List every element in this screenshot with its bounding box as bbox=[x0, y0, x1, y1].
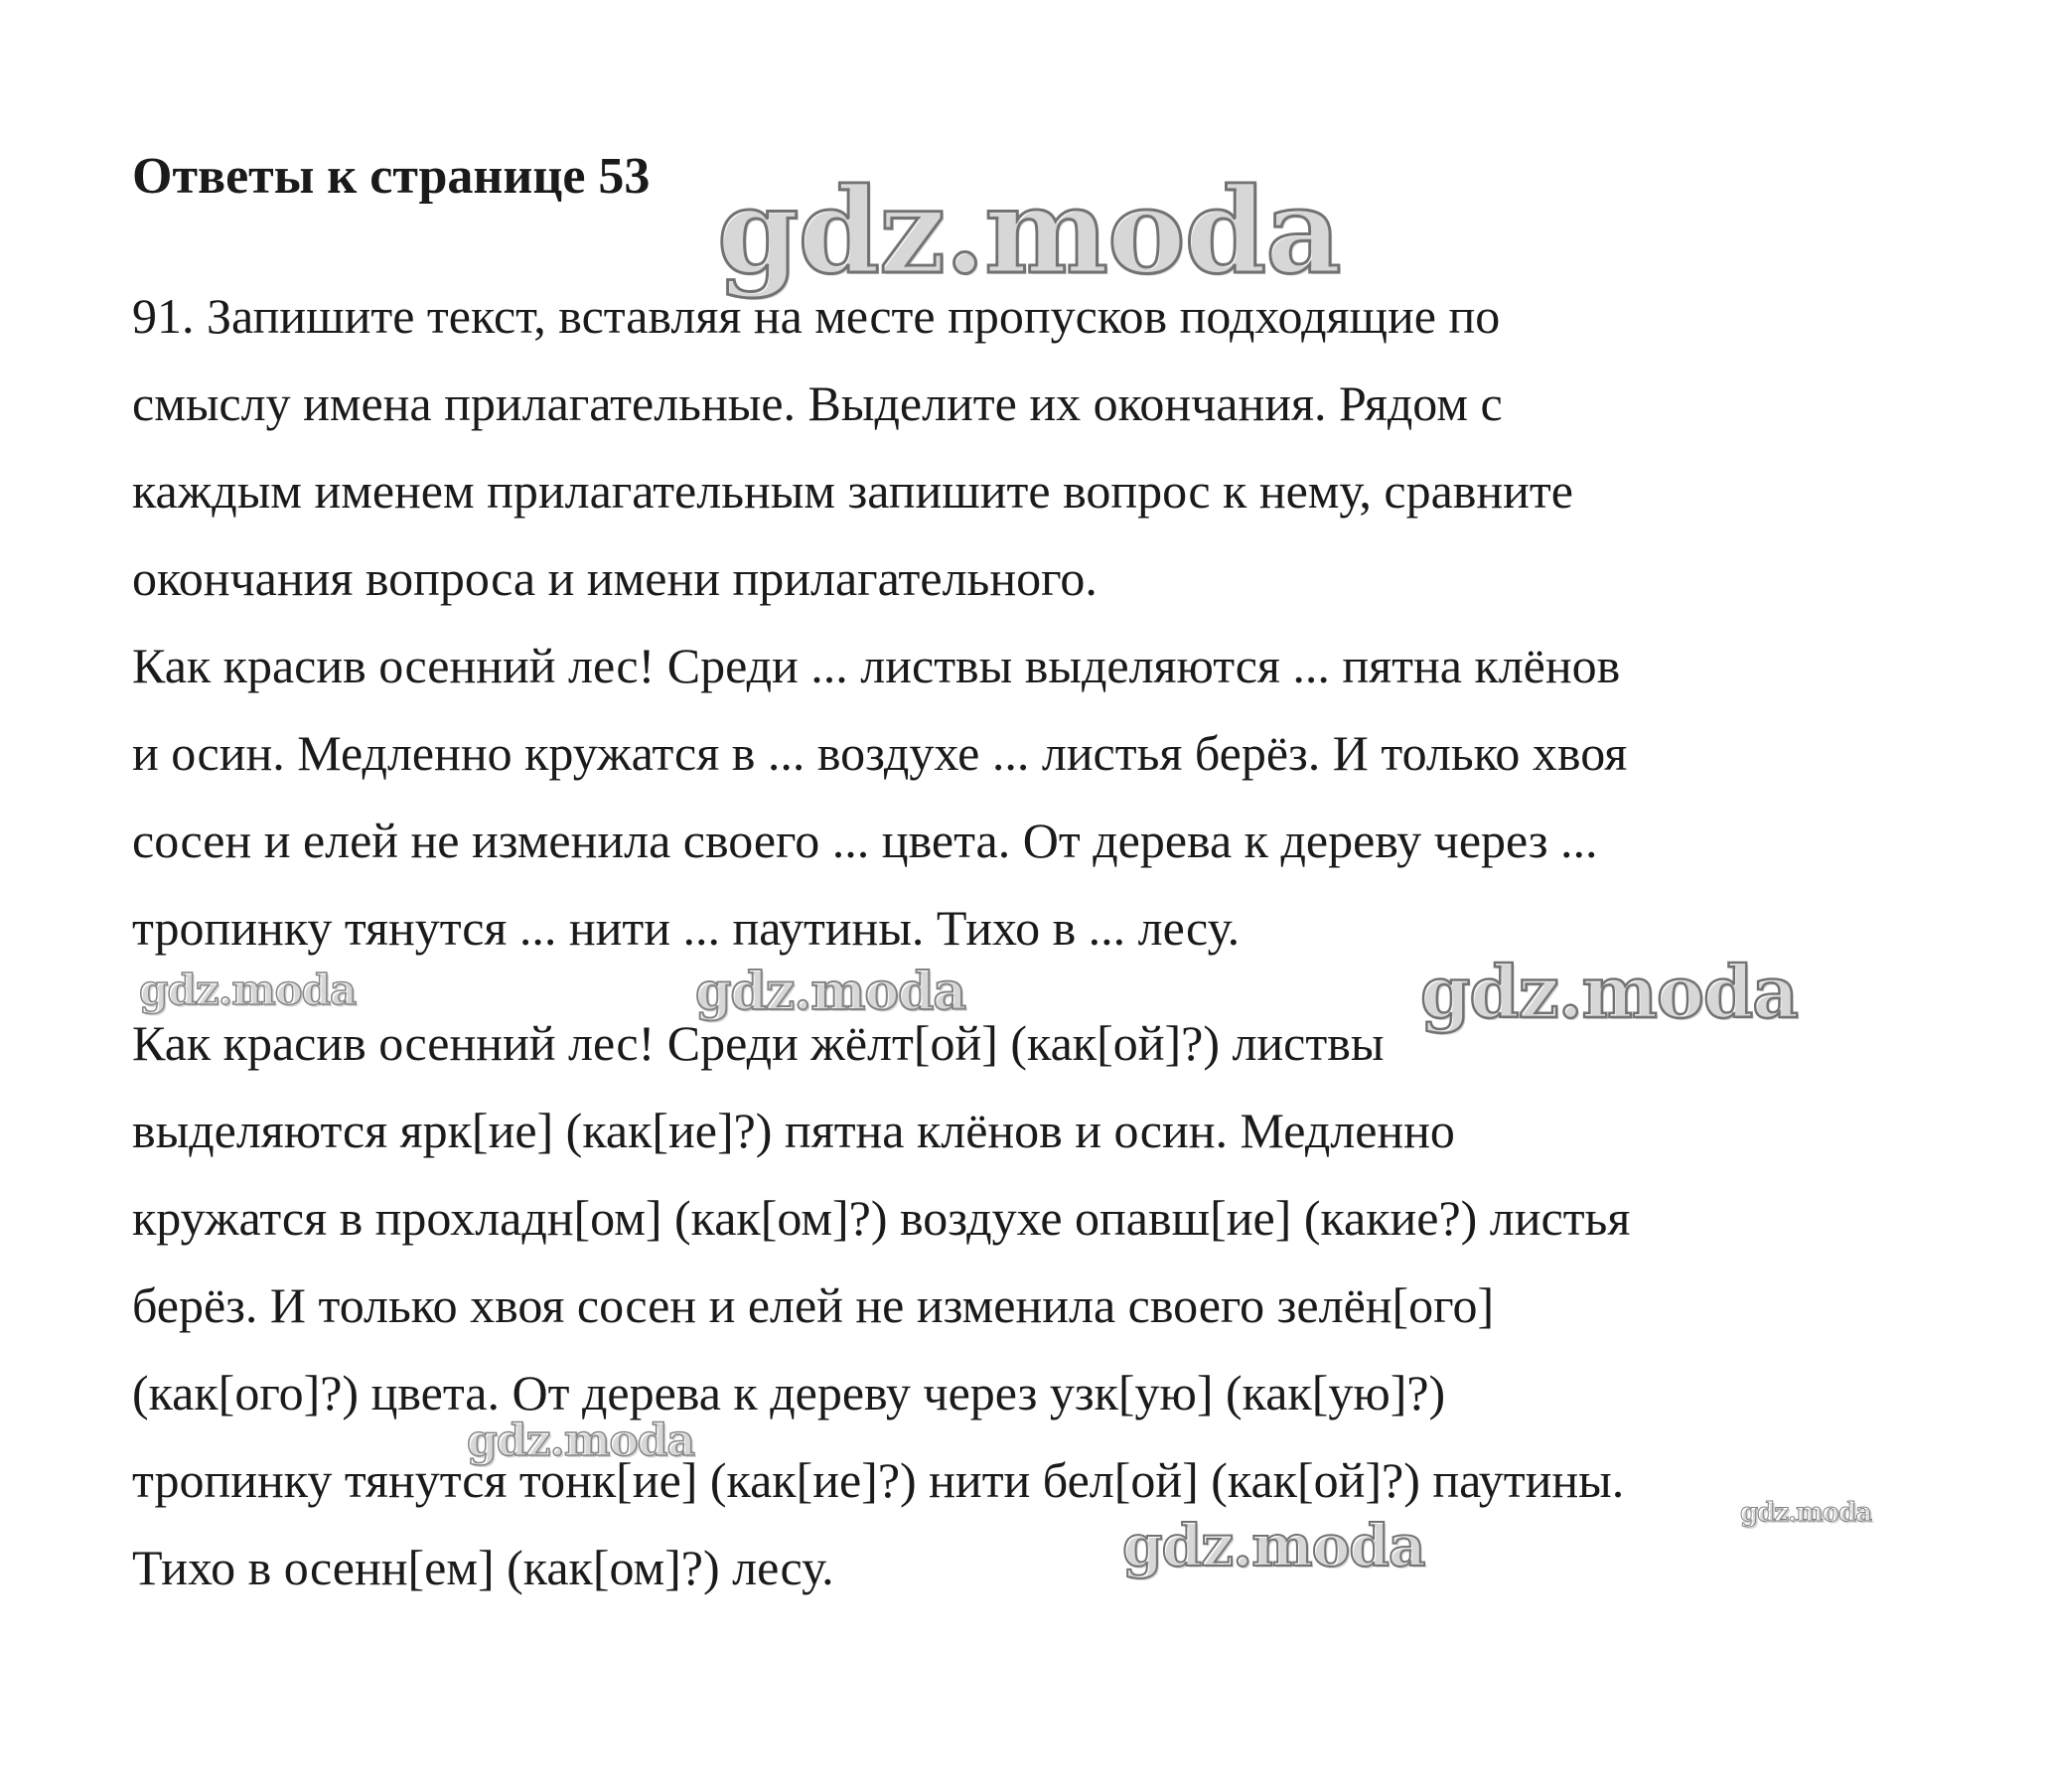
watermark: gdz.moda bbox=[717, 162, 1341, 300]
task-line: окончания вопроса и имени прилагательного. bbox=[132, 550, 1098, 606]
task-text bbox=[132, 272, 1950, 971]
watermark: gdz.moda bbox=[1740, 1498, 1872, 1528]
answer-line: Как красив осенний лес! Среди жёлт[ой] (как[ой]?) листвы bbox=[132, 1015, 1385, 1071]
answer-line: Тихо в осенн[ем] (как[ом]?) лесу. bbox=[132, 1540, 834, 1595]
answer-line: выделяются ярк[ие] (как[ие]?) пятна клёнов и осин. Медленно bbox=[132, 1103, 1455, 1158]
answer-text bbox=[132, 999, 1950, 1611]
answer-line: берёз. И только хвоя сосен и елей не изменила своего зелён[ого] bbox=[132, 1277, 1495, 1333]
task-line: смыслу имена прилагательные. Выделите их окончания. Рядом с bbox=[132, 375, 1503, 431]
watermark: gdz.moda bbox=[695, 962, 966, 1022]
task-line: Как красив осенний лес! Среди ... листвы выделяются ... пятна клёнов bbox=[132, 638, 1621, 693]
page-title: Ответы к странице 53 bbox=[132, 148, 651, 205]
task-line: тропинку тянутся ... нити ... паутины. Тихо в ... лесу. bbox=[132, 900, 1241, 956]
task-line: каждым именем прилагательным запишите вопрос к нему, сравните bbox=[132, 463, 1573, 519]
task-line: сосен и елей не изменила своего ... цвета. От дерева к дереву через ... bbox=[132, 813, 1598, 868]
watermark: gdz.moda bbox=[467, 1416, 695, 1466]
task-line: и осин. Медленно кружатся в ... воздухе ... листья берёз. И только хвоя bbox=[132, 725, 1628, 781]
task-line: 91. Запишите текст, вставляя на месте пропусков подходящие по bbox=[132, 288, 1501, 344]
watermark: gdz.moda bbox=[139, 966, 357, 1014]
watermark: gdz.moda bbox=[1420, 950, 1798, 1034]
answer-line: (как[ого]?) цвета. От дерева к дереву через узк[ую] (как[ую]?) bbox=[132, 1365, 1446, 1420]
watermark: gdz.moda bbox=[1122, 1512, 1425, 1579]
answer-line: тропинку тянутся тонк[ие] (как[ие]?) нити бел[ой] (как[ой]?) паутины. bbox=[132, 1452, 1625, 1508]
answer-line: кружатся в прохладн[ом] (как[ом]?) воздухе опавш[ие] (какие?) листья bbox=[132, 1190, 1631, 1246]
